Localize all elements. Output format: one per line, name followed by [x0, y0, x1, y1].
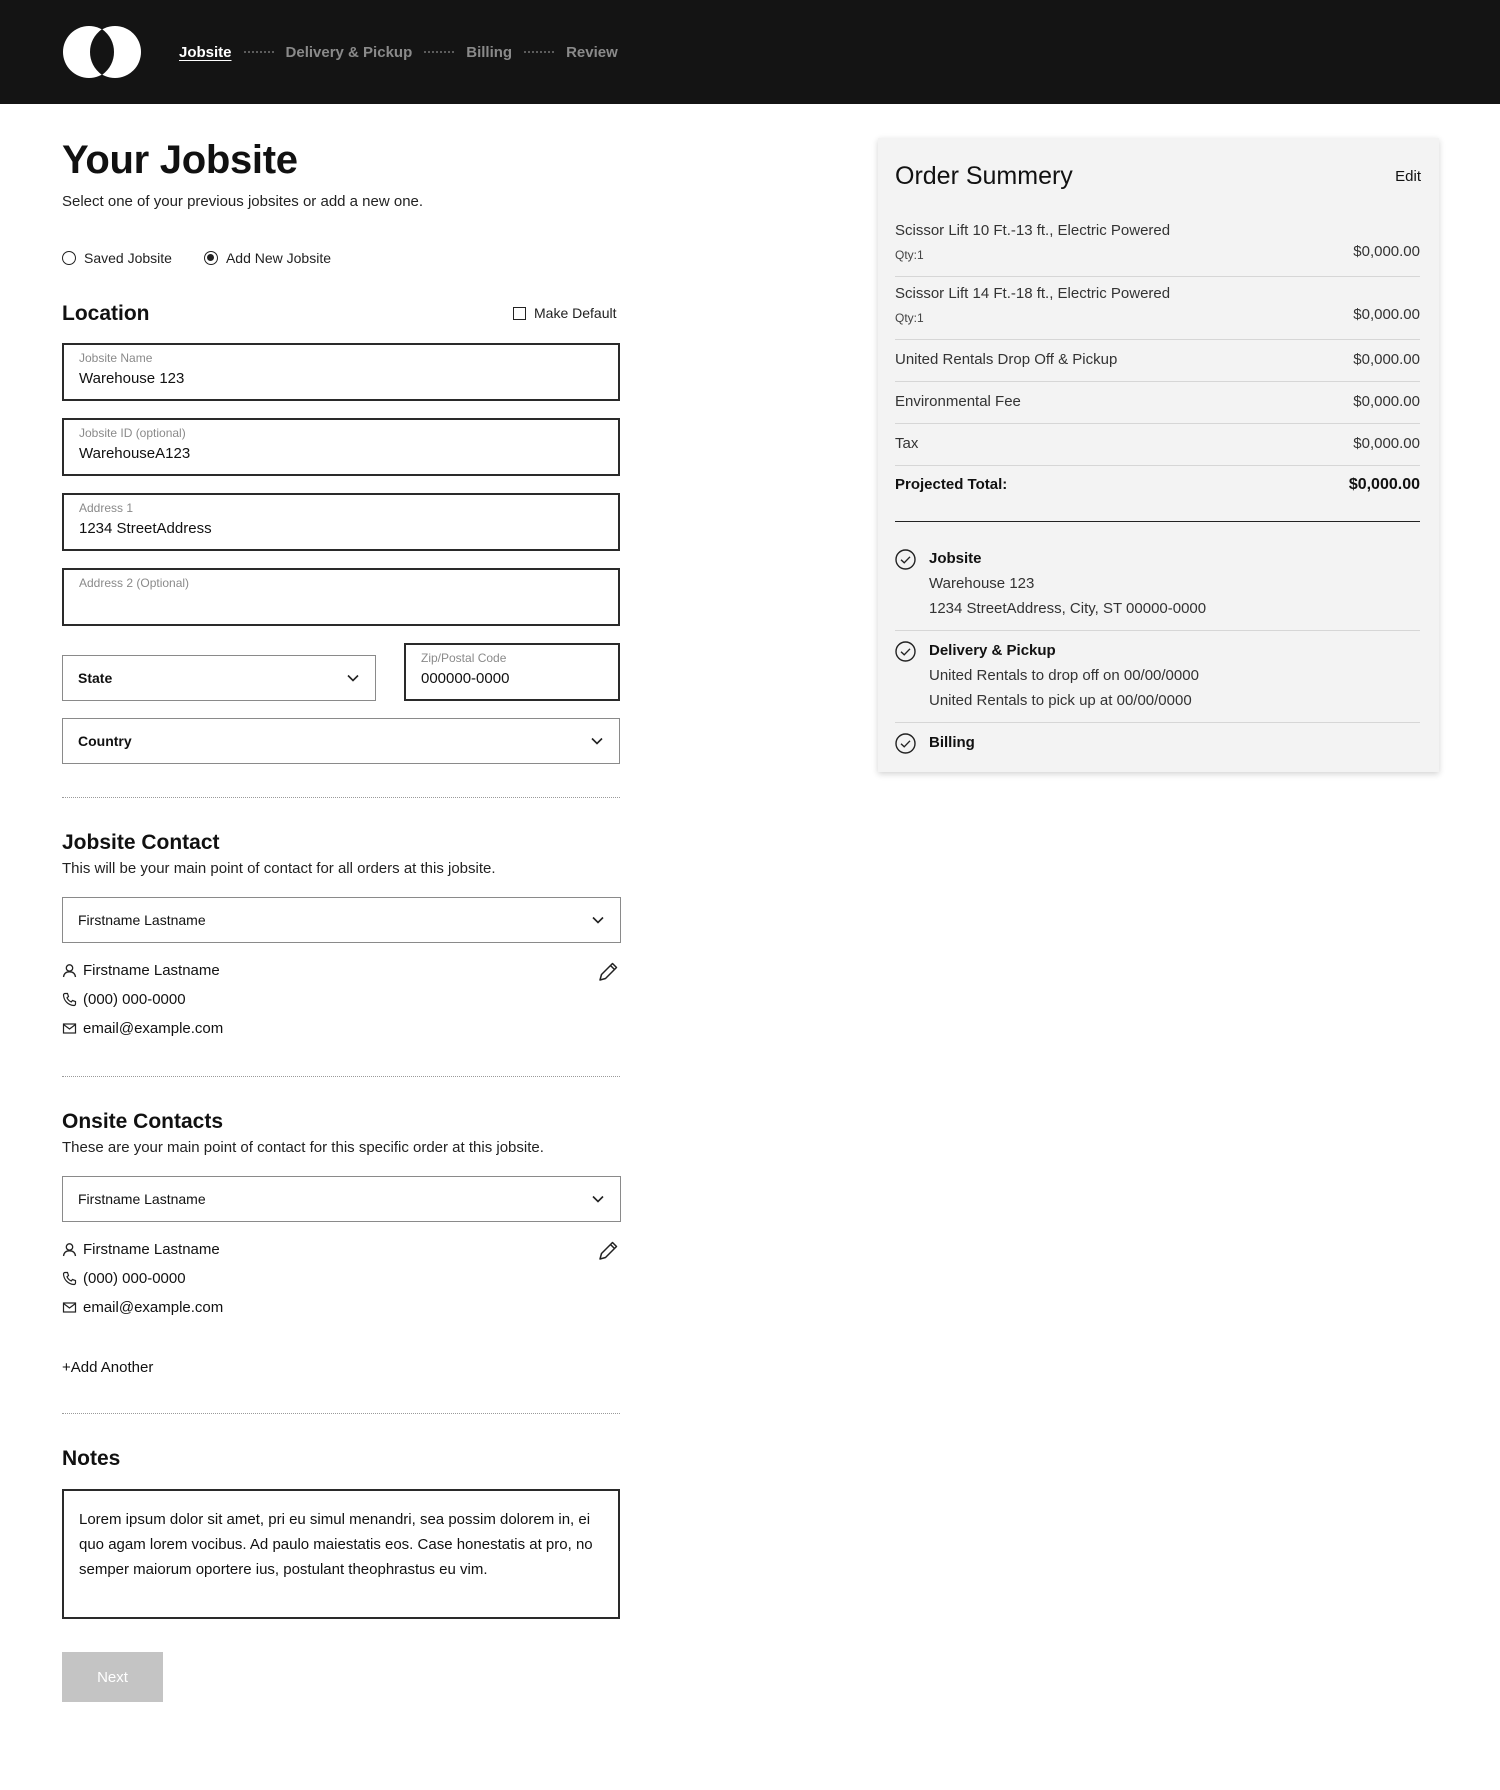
- edit-pencil-icon[interactable]: [597, 961, 619, 983]
- fee-name: United Rentals Drop Off & Pickup: [895, 351, 1118, 368]
- summary-delivery-title: Delivery & Pickup: [929, 642, 1056, 659]
- jobsite-contact-select[interactable]: [62, 897, 621, 943]
- jobsite-contact-name: Firstname Lastname: [83, 962, 220, 979]
- fee-line-item: [895, 393, 1420, 424]
- check-circle-icon: [895, 641, 916, 662]
- country-select-value: Country: [78, 733, 132, 749]
- zip-label: Zip/Postal Code: [421, 651, 507, 665]
- order-summary-card: [878, 138, 1439, 772]
- jobsite-contact-description: This will be your main point of contact for all orders at this jobsite.: [62, 860, 496, 877]
- chevron-down-icon: [592, 1193, 604, 1205]
- jobsite-id-input[interactable]: [79, 445, 599, 462]
- phone-icon: [62, 992, 77, 1007]
- summary-billing-title: Billing: [929, 734, 975, 751]
- user-icon: [62, 963, 77, 978]
- step-separator: [524, 51, 554, 53]
- onsite-contact-name: Firstname Lastname: [83, 1241, 220, 1258]
- address2-input[interactable]: [79, 595, 599, 612]
- saved-jobsite-radio[interactable]: [62, 250, 172, 266]
- onsite-contact-phone: (000) 000-0000: [83, 1270, 186, 1287]
- order-summary-edit-link[interactable]: Edit: [1395, 168, 1421, 185]
- user-icon: [62, 1242, 77, 1257]
- step-separator: [424, 51, 454, 53]
- summary-jobsite-name: Warehouse 123: [929, 575, 1035, 592]
- onsite-contact-name-row: [62, 1241, 220, 1258]
- zip-field[interactable]: [404, 643, 620, 701]
- fee-name: Tax: [895, 435, 919, 452]
- projected-total-label: Projected Total:: [895, 476, 1008, 493]
- zip-input[interactable]: [421, 670, 601, 687]
- step-jobsite[interactable]: Jobsite: [179, 43, 232, 61]
- step-billing[interactable]: Billing: [466, 43, 513, 61]
- summary-jobsite-title: Jobsite: [929, 550, 982, 567]
- step-delivery-pickup[interactable]: Delivery & Pickup: [285, 43, 413, 61]
- onsite-contact-phone-row: [62, 1270, 186, 1287]
- onsite-contact-email-row: [62, 1299, 223, 1316]
- order-line-item: [895, 222, 1420, 277]
- jobsite-contact-select-value: Firstname Lastname: [78, 912, 206, 928]
- notes-textarea[interactable]: Lorem ipsum dolor sit amet, pri eu simul menandri, sea possim dolorem in, ei quo agam lorem vocibus. Ad paulo maiestatis eos. Case honestatis at pro, no semper maiorum oportere ius, postulant theophrastus eu vim.: [62, 1489, 620, 1619]
- next-button[interactable]: Next: [62, 1652, 163, 1702]
- jobsite-contact-heading: Jobsite Contact: [62, 831, 220, 854]
- add-new-jobsite-label: Add New Jobsite: [225, 250, 332, 266]
- section-divider: [62, 1076, 620, 1077]
- jobsite-id-field[interactable]: [62, 418, 620, 476]
- chevron-down-icon: [591, 735, 603, 747]
- chevron-down-icon: [592, 914, 604, 926]
- jobsite-contact-email[interactable]: email@example.com: [83, 1020, 224, 1037]
- make-default-checkbox[interactable]: [513, 305, 616, 321]
- address1-field[interactable]: [62, 493, 620, 551]
- radio-unselected-icon[interactable]: [62, 251, 76, 265]
- checkbox-icon[interactable]: [513, 307, 526, 320]
- address1-input[interactable]: [79, 520, 599, 537]
- step-review[interactable]: Review: [566, 43, 618, 61]
- order-summary-title: Order Summery: [895, 162, 1073, 190]
- checkout-progress-steps: [179, 40, 618, 64]
- item-price: $0,000.00: [1353, 306, 1420, 323]
- location-heading: Location: [62, 302, 150, 325]
- fee-line-item: [895, 435, 1420, 466]
- fee-name: Environmental Fee: [895, 393, 1021, 410]
- address2-field[interactable]: [62, 568, 620, 626]
- mail-icon: [62, 1300, 77, 1315]
- brand-logo-icon[interactable]: [62, 25, 142, 79]
- item-name: Scissor Lift 14 Ft.-18 ft., Electric Powered: [895, 285, 1171, 302]
- jobsite-name-input[interactable]: [79, 370, 599, 387]
- mail-icon: [62, 1021, 77, 1036]
- summary-delivery-pickup: United Rentals to pick up at 00/00/0000: [929, 692, 1192, 709]
- state-select[interactable]: [62, 655, 376, 701]
- fee-line-item: [895, 351, 1420, 382]
- check-circle-icon: [895, 733, 916, 754]
- fee-price: $0,000.00: [1353, 351, 1420, 368]
- section-divider: [62, 797, 620, 798]
- onsite-contacts-description: These are your main point of contact for this specific order at this jobsite.: [62, 1139, 544, 1156]
- page-title: Your Jobsite: [62, 138, 298, 182]
- state-select-value: State: [78, 670, 113, 686]
- top-navigation-bar: [0, 0, 1500, 104]
- chevron-down-icon: [347, 672, 359, 684]
- jobsite-id-label: Jobsite ID (optional): [79, 426, 186, 440]
- address1-label: Address 1: [79, 501, 134, 515]
- onsite-contact-email[interactable]: email@example.com: [83, 1299, 224, 1316]
- summary-divider: [895, 521, 1420, 522]
- jobsite-contact-phone: (000) 000-0000: [83, 991, 186, 1008]
- summary-divider: [895, 630, 1420, 631]
- add-new-jobsite-radio[interactable]: [204, 250, 331, 266]
- jobsite-contact-email-row: [62, 1020, 223, 1037]
- fee-price: $0,000.00: [1353, 393, 1420, 410]
- jobsite-contact-name-row: [62, 962, 220, 979]
- jobsite-name-field[interactable]: [62, 343, 620, 401]
- page-subtitle: Select one of your previous jobsites or add a new one.: [62, 193, 424, 210]
- check-circle-icon: [895, 549, 916, 570]
- make-default-label: Make Default: [534, 305, 617, 321]
- item-qty: Qty:1: [895, 248, 924, 262]
- edit-pencil-icon[interactable]: [597, 1240, 619, 1262]
- section-divider: [62, 1413, 620, 1414]
- summary-divider: [895, 722, 1420, 723]
- jobsite-mode-radio-group: [62, 250, 363, 266]
- onsite-contacts-heading: Onsite Contacts: [62, 1110, 224, 1133]
- phone-icon: [62, 1271, 77, 1286]
- step-separator: [244, 51, 274, 53]
- fee-price: $0,000.00: [1353, 435, 1420, 452]
- item-name: Scissor Lift 10 Ft.-13 ft., Electric Powered: [895, 222, 1171, 239]
- order-line-item: [895, 285, 1420, 340]
- projected-total-row: [895, 476, 1420, 502]
- notes-heading: Notes: [62, 1447, 121, 1470]
- country-select[interactable]: [62, 718, 620, 764]
- projected-total-value: $0,000.00: [1348, 476, 1420, 493]
- onsite-contact-select-value: Firstname Lastname: [78, 1191, 206, 1207]
- summary-delivery-dropoff: United Rentals to drop off on 00/00/0000: [929, 667, 1199, 684]
- item-qty: Qty:1: [895, 311, 924, 325]
- item-price: $0,000.00: [1353, 243, 1420, 260]
- radio-selected-icon[interactable]: [204, 251, 218, 265]
- jobsite-contact-phone-row: [62, 991, 186, 1008]
- onsite-contact-select[interactable]: [62, 1176, 621, 1222]
- add-another-contact-link[interactable]: +Add Another: [62, 1359, 154, 1376]
- jobsite-name-label: Jobsite Name: [79, 351, 153, 365]
- address2-label: Address 2 (Optional): [79, 576, 190, 590]
- summary-jobsite-address: 1234 StreetAddress, City, ST 00000-0000: [929, 600, 1207, 617]
- saved-jobsite-label: Saved Jobsite: [84, 250, 172, 266]
